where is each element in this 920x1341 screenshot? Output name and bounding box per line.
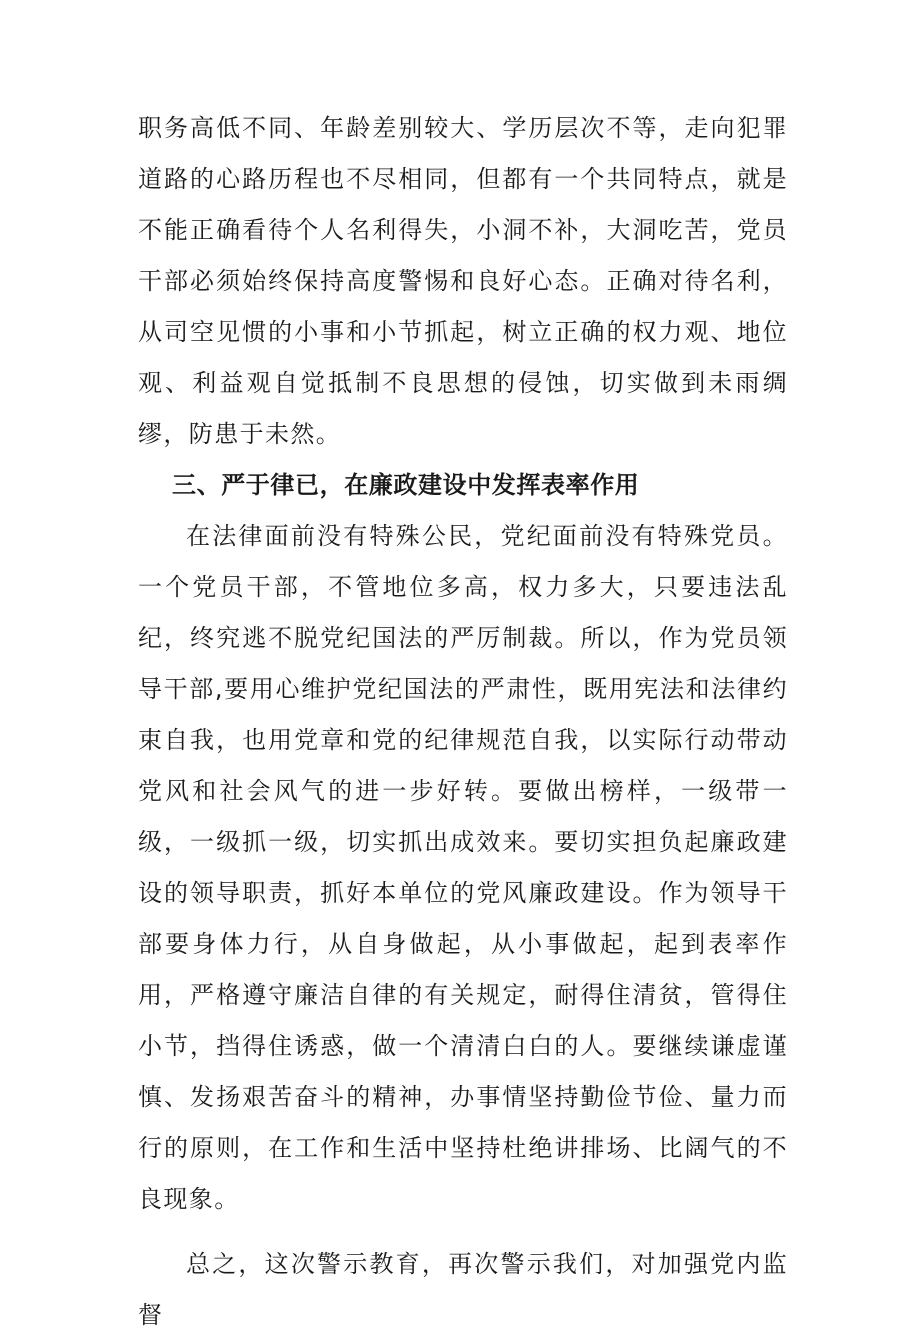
paragraph-gap [138, 1225, 788, 1239]
paragraph-conclusion: 总之，这次警示教育，再次警示我们，对加强党内监督 [138, 1250, 788, 1329]
paragraph-body: 在法律面前没有特殊公民，党纪面前没有特殊党员。一个党员干部，不管地位多高，权力多大，只要违法乱纪，终究逃不脱党纪国法的严厉制裁。所以，作为党员领导干部,要用心维护党纪国法的严肃性，既用宪法和法律约束自我，也用党章和党的纪律规范自我，以实际行动带动党风和社会风气的进一步好转。要做出榜样，一级带一级，一级抓一级，切实抓出成效来。要切实担负起廉政建设的领导职责，抓好本单位的党风廉政建设。作为领导干部要身体力行，从自身做起，从小事做起，起到表率作用，严格遵守廉洁自律的有关规定，耐得住清贫，管得住小节，挡得住诱惑，做一个清清白白的人。要继续谦虚谨慎、发扬艰苦奋斗的精神，办事情坚持勤俭节俭、量力而行的原则，在工作和生活中坚持杜绝讲排场、比阔气的不良现象。 [138, 522, 788, 1213]
paragraph-continued: 职务高低不同、年龄差别较大、学历层次不等，走向犯罪道路的心路历程也不尽相同，但都有一个共同特点，就是不能正确看待个人名利得失，小洞不补，大洞吃苦，党员干部必须始终保持高度警惕和良好心态。正确对待名利，从司空见惯的小事和小节抓起，树立正确的权力观、地位观、利益观自觉抵制不良思想的侵蚀，切实做到未雨绸缪，防患于未然。 [138, 114, 788, 448]
document-body [138, 103, 788, 1341]
section-heading: 三、严于律已，在廉政建设中发挥表率作用 [172, 471, 640, 499]
